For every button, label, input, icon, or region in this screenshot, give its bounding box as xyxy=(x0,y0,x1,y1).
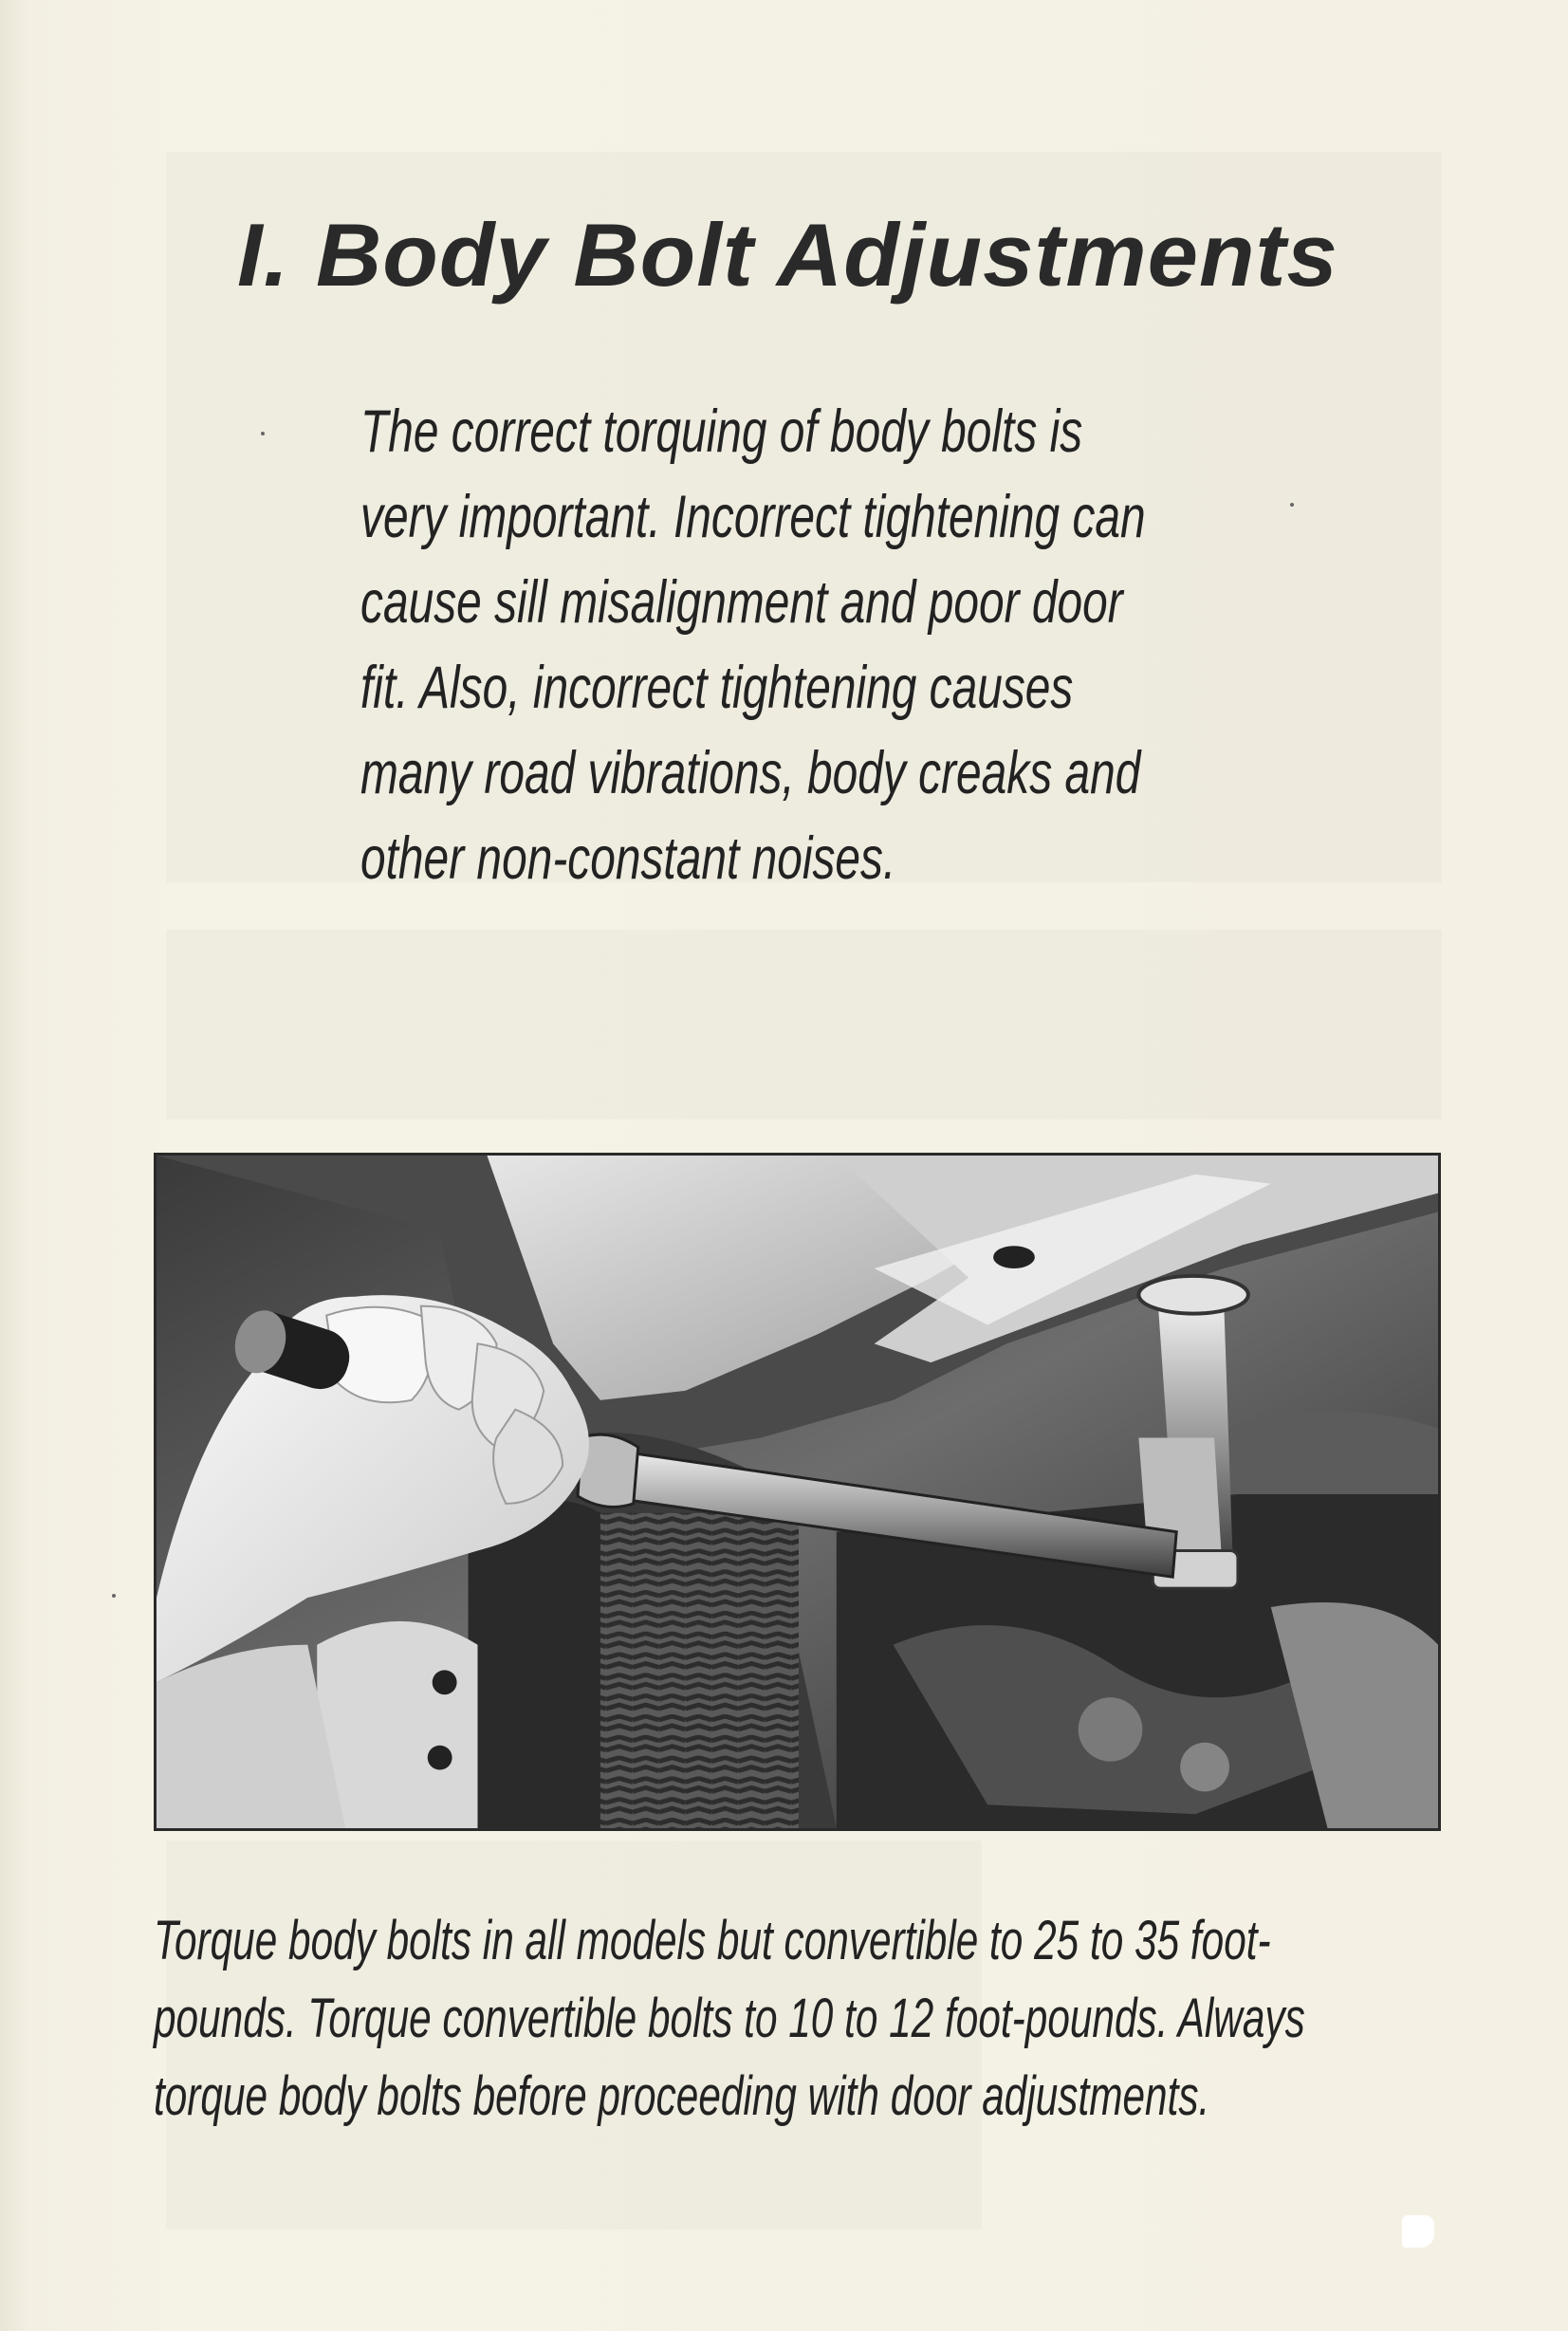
photo-caption xyxy=(154,1902,1448,2136)
intro-line: very important. Incorrect tightening can xyxy=(360,484,1146,550)
section-heading: I. Body Bolt Adjustments xyxy=(237,205,1338,305)
intro-line: fit. Also, incorrect tightening causes xyxy=(360,655,1074,721)
caption-line: Torque body bolts in all models but convertible to 25 to 35 foot- xyxy=(154,1910,1271,1971)
margin-speck xyxy=(261,432,265,435)
caption-line: torque body bolts before proceeding with door adjustments. xyxy=(154,2065,1210,2127)
intro-line: many road vibrations, body creaks and xyxy=(360,740,1141,806)
page-corner-mark xyxy=(1402,2215,1434,2248)
intro-line: other non-constant noises. xyxy=(360,825,896,892)
margin-speck xyxy=(1290,503,1294,507)
bleed-through-block xyxy=(166,930,1442,1119)
margin-speck xyxy=(112,1594,116,1598)
intro-line: The correct torquing of body bolts is xyxy=(360,398,1083,465)
intro-line: cause sill misalignment and poor door xyxy=(360,569,1123,636)
intro-paragraph xyxy=(360,389,1254,901)
photo-hand-torque-wrench-icon xyxy=(157,1156,1438,1828)
torque-wrench-photo xyxy=(154,1153,1441,1831)
caption-line: pounds. Torque convertible bolts to 10 to 12 foot-pounds. Always xyxy=(154,1988,1305,2049)
